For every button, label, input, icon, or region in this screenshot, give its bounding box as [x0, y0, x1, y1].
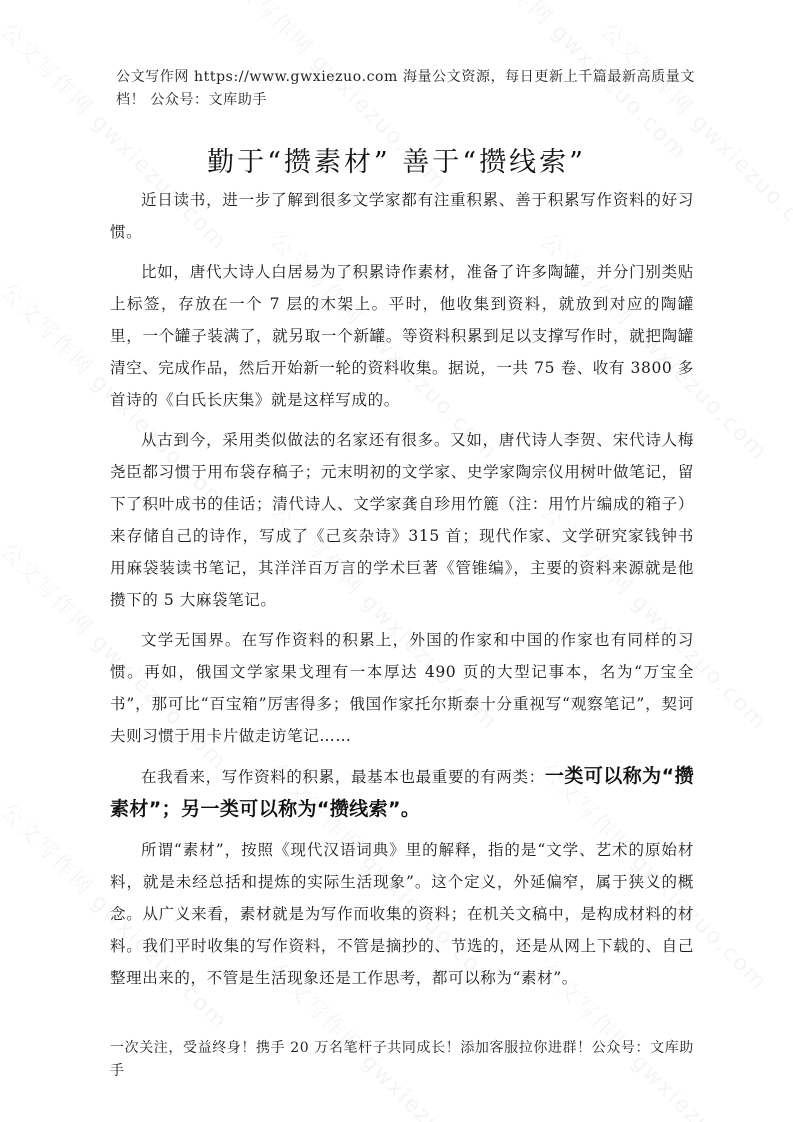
paragraph-lead: 在我看来，写作资料的积累，最基本也最重要的有两类：: [141, 768, 545, 786]
paragraph: 文学无国界。在写作资料的积累上，外国的作家和中国的作家也有同样的习惯。再如，俄国文学家果戈理有一本厚达 490 页的大型记事本，名为“万宝全书”，那可比“百宝箱”厉害得多；俄国作家托尔斯泰十分重视写“观察笔记”，契诃夫则习惯于用卡片做走访笔记……: [110, 631, 694, 745]
paragraph: 比如，唐代大诗人白居易为了积累诗作素材，准备了许多陶罐，并分门别类贴上标签，存放在一个 7 层的木架上。平时，他收集到资料，就放到对应的陶罐里，一个罐子装满了，就另取一个新罐。等资料积累到足以支撑写作时，就把陶罐清空、完成作品，然后开始新一轮的资料收集。据说，一共 75 卷、收有 3800 多首诗的《白氏长庆集》就是这样写成的。: [110, 263, 694, 409]
paragraph: 近日读书，进一步了解到很多文学家都有注重积累、善于积累写作资料的好习惯。: [110, 191, 694, 241]
article-body: [110, 184, 694, 1002]
paragraph-with-emphasis: [110, 760, 694, 826]
article-title: 勤于“攒素材” 善于“攒线索”: [207, 147, 586, 178]
footer-text: 一次关注，受益终身！携手 20 万名笔杆子共同成长！添加客服拉你进群！公众号：文库助手: [110, 1040, 694, 1079]
header-text: 公文写作网 https://www.gwxiezuo.com 海量公文资源，每日更新上千篇最新高质量文档！ 公众号：文库助手: [116, 69, 695, 108]
paragraph: 所谓“素材”，按照《现代汉语词典》里的解释，指的是“文学、艺术的原始材料，就是未经总括和提炼的实际生活现象”。这个定义，外延偏窄，属于狭义的概念。从广义来看，素材就是为写作而收集的资料；在机关文稿中，是构成材料的材料。我们平时收集的写作资料，不管是摘抄的、节选的，还是从网上下载的、自己整理出来的，不管是生活现象还是工作思考，都可以称为“素材”。: [110, 841, 694, 987]
emphasis-text: 一类可以称为“攒素材”；另一类可以称为“攒线索”。: [110, 765, 694, 820]
page-footer: [110, 1037, 694, 1083]
page-header: [116, 66, 696, 112]
paragraph: 从古到今，采用类似做法的名家还有很多。又如，唐代诗人李贺、宋代诗人梅尧臣都习惯于用布袋存稿子；元末明初的文学家、史学家陶宗仪用树叶做笔记，留下了积叶成书的佳话；清代诗人、文学家龚自珍用竹簏（注：用竹片编成的箱子）来存储自己的诗作，写成了《己亥杂诗》315 首；现代作家、文学研究家钱钟书用麻袋装读书笔记，其洋洋百万言的学术巨著《管锥编》，主要的资料来源就是他攒下的 5 大麻袋笔记。: [110, 431, 694, 609]
